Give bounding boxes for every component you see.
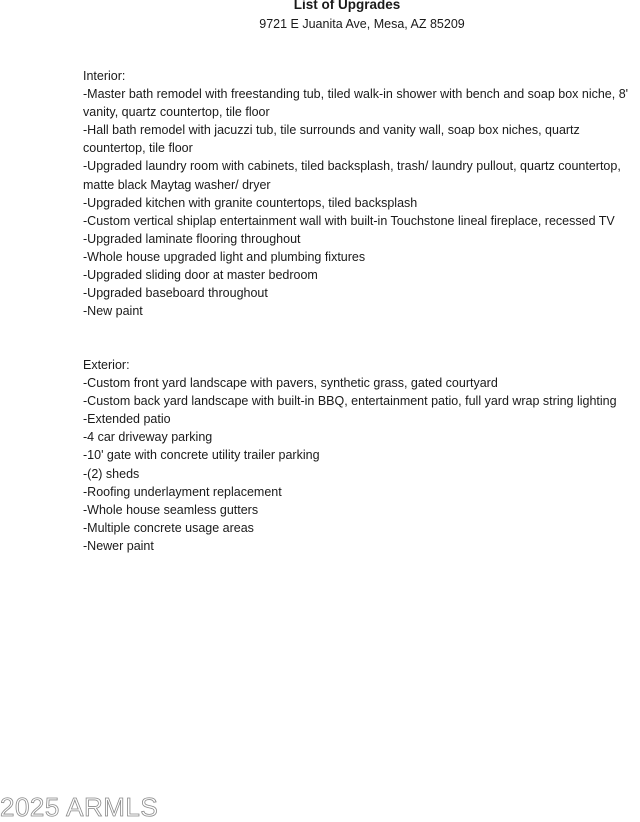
exterior-item: -Extended patio [83, 412, 171, 427]
interior-item: -Master bath remodel with freestanding tub, tiled walk-in shower with bench and soap box niche, 8' vanity, quartz countertop, tile floor [83, 87, 629, 120]
exterior-item: -Newer paint [83, 538, 154, 553]
exterior-item: -Roofing underlayment replacement [83, 484, 282, 499]
armls-watermark: 2025 ARMLS [0, 792, 159, 822]
exterior-section [83, 356, 640, 555]
interior-item: -Upgraded sliding door at master bedroom [83, 268, 318, 283]
interior-item: -Upgraded baseboard throughout [83, 286, 268, 301]
interior-item: -Upgraded laminate flooring throughout [83, 231, 301, 246]
exterior-heading: Exterior: [83, 358, 130, 372]
interior-section [83, 67, 640, 320]
interior-item: -Whole house upgraded light and plumbing fixtures [83, 249, 366, 264]
interior-heading: Interior: [83, 69, 126, 83]
exterior-item: -Multiple concrete usage areas [83, 520, 254, 535]
property-address: 9721 E Juanita Ave, Mesa, AZ 85209 [259, 17, 465, 31]
interior-item: -Upgraded kitchen with granite countertops, tiled backsplash [83, 195, 418, 210]
interior-item: -Upgraded laundry room with cabinets, tiled backsplash, trash/ laundry pullout, quartz countertop, matte black Maytag washer/ dryer [83, 159, 621, 192]
exterior-item: -4 car driveway parking [83, 430, 213, 445]
interior-item: -Custom vertical shiplap entertainment wall with built-in Touchstone lineal fireplace, recessed TV [83, 213, 615, 228]
exterior-item: -Custom front yard landscape with pavers, synthetic grass, gated courtyard [83, 376, 498, 391]
interior-item: -Hall bath remodel with jacuzzi tub, tile surrounds and vanity wall, soap box niches, quartz countertop, tile floor [83, 123, 580, 156]
exterior-item: -Custom back yard landscape with built-in BBQ, entertainment patio, full yard wrap string lighting [83, 394, 617, 409]
exterior-item: -(2) sheds [83, 466, 140, 481]
interior-item: -New paint [83, 304, 143, 319]
exterior-item: -10' gate with concrete utility trailer parking [83, 448, 320, 463]
document-title: List of Upgrades [293, 0, 401, 12]
exterior-item: -Whole house seamless gutters [83, 502, 259, 517]
